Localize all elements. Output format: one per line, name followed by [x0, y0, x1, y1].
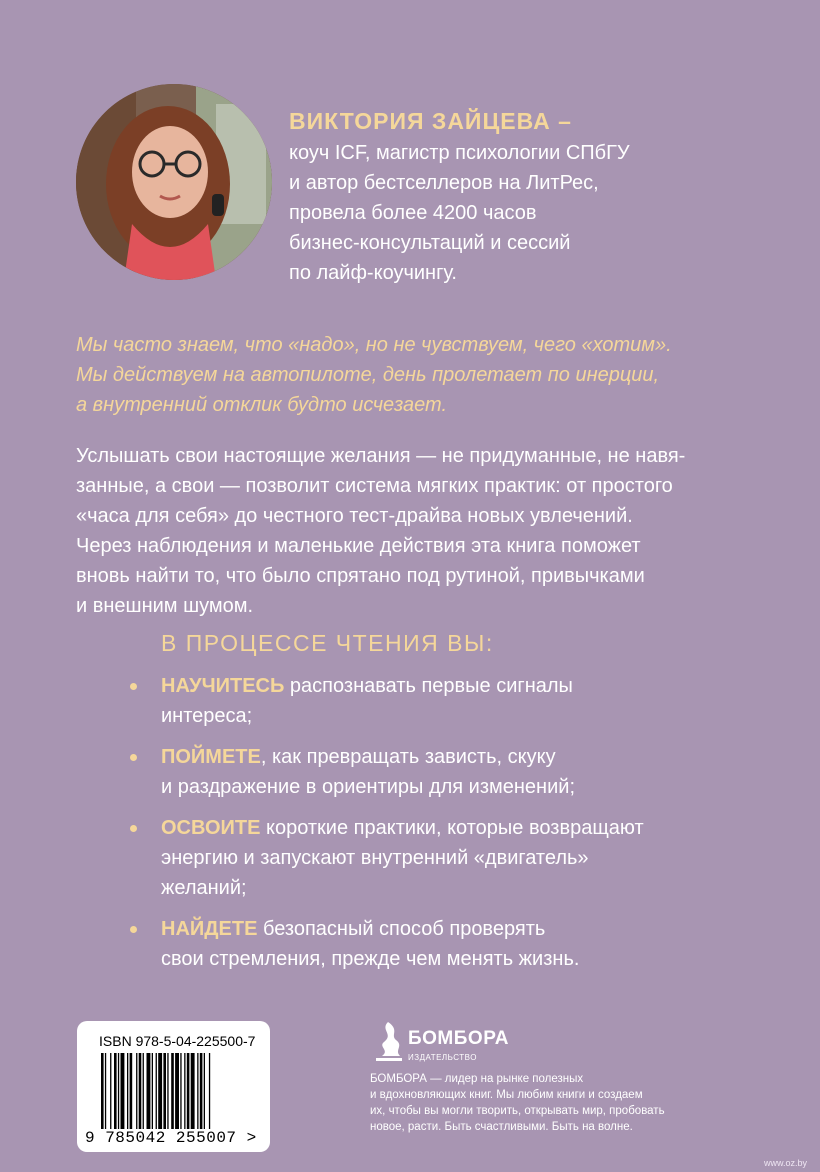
- publisher-sub: ИЗДАТЕЛЬСТВО: [408, 1053, 477, 1062]
- author-bio-line: и автор бестселлеров на ЛитРес,: [289, 172, 599, 194]
- bullet-icon: [130, 683, 137, 690]
- list-item: [130, 914, 710, 974]
- publisher-name: БОМБОРА: [408, 1028, 509, 1049]
- item-text: свои стремления, прежде чем менять жизнь.: [161, 948, 580, 970]
- quote-line: Мы действуем на автопилоте, день пролетает по инерции,: [76, 364, 660, 386]
- item-text: энергию и запускают внутренний «двигатель»: [161, 847, 589, 869]
- author-bio-line: коуч ICF, магистр психологии СПбГУ: [289, 142, 630, 164]
- description-line: «часа для себя» до честного тест-драйва новых увлечений.: [76, 505, 633, 527]
- item-text: короткие практики, которые возвращают: [260, 817, 644, 839]
- item-keyword: ОСВОИТЕ: [161, 817, 261, 839]
- list-item: [130, 813, 710, 903]
- author-bio-line: по лайф-коучингу.: [289, 262, 457, 284]
- description: [76, 441, 756, 621]
- author-bio-line: бизнес-консультаций и сессий: [289, 232, 571, 254]
- isbn-label: ISBN 978-5-04-225500-7: [99, 1033, 256, 1049]
- bullet-icon: [130, 926, 137, 933]
- author-bio: [289, 138, 709, 288]
- list-item: [130, 742, 710, 802]
- item-text: безопасный способ проверять: [257, 918, 546, 940]
- item-text: интереса;: [161, 705, 253, 727]
- description-line: вновь найти то, что было спрятано под рутиной, привычками: [76, 565, 645, 587]
- item-text: и раздражение в ориентиры для изменений;: [161, 776, 576, 798]
- description-line: Услышать свои настоящие желания — не придуманные, не навя-: [76, 445, 686, 467]
- publisher-text-line: и вдохновляющих книг. Мы любим книги и создаем: [370, 1089, 643, 1101]
- benefits-title: В ПРОЦЕССЕ ЧТЕНИЯ ВЫ:: [161, 630, 494, 656]
- item-text: распознавать первые сигналы: [284, 675, 573, 697]
- author-bio-line: провела более 4200 часов: [289, 202, 537, 224]
- bullet-icon: [130, 825, 137, 832]
- barcode-number: 9 785042 255007 >: [85, 1129, 257, 1147]
- item-keyword: ПОЙМЕТЕ: [161, 746, 261, 768]
- quote-line: Мы часто знаем, что «надо», но не чувствуем, чего «хотим».: [76, 334, 672, 356]
- publisher-text-line: БОМБОРА — лидер на рынке полезных: [370, 1073, 584, 1085]
- publisher-text: [370, 1071, 700, 1135]
- barcode-box: [77, 1021, 270, 1152]
- bullet-icon: [130, 754, 137, 761]
- author-photo: [76, 84, 272, 280]
- watermark: www.oz.by: [764, 1158, 808, 1168]
- description-line: Через наблюдения и маленькие действия эта книга поможет: [76, 535, 641, 557]
- benefits-list: [130, 671, 710, 985]
- item-text: желаний;: [161, 877, 247, 899]
- description-line: занные, а свои — позволит система мягких практик: от простого: [76, 475, 673, 497]
- item-keyword: НАЙДЕТЕ: [161, 918, 258, 940]
- description-line: и внешним шумом.: [76, 595, 254, 617]
- item-text: , как превращать зависть, скуку: [260, 746, 556, 768]
- bombora-logo-icon: [370, 1020, 406, 1064]
- quote-line: а внутренний отклик будто исчезает.: [76, 394, 448, 416]
- publisher-text-line: новое, расти. Быть счастливыми. Быть на волне.: [370, 1121, 633, 1133]
- publisher-text-line: их, чтобы вы могли творить, открывать мир, пробовать: [370, 1105, 665, 1117]
- quote: [76, 330, 776, 420]
- barcode-icon: [101, 1053, 251, 1129]
- author-name: ВИКТОРИЯ ЗАЙЦЕВА –: [289, 108, 572, 134]
- item-keyword: НАУЧИТЕСЬ: [161, 675, 285, 697]
- list-item: [130, 671, 710, 731]
